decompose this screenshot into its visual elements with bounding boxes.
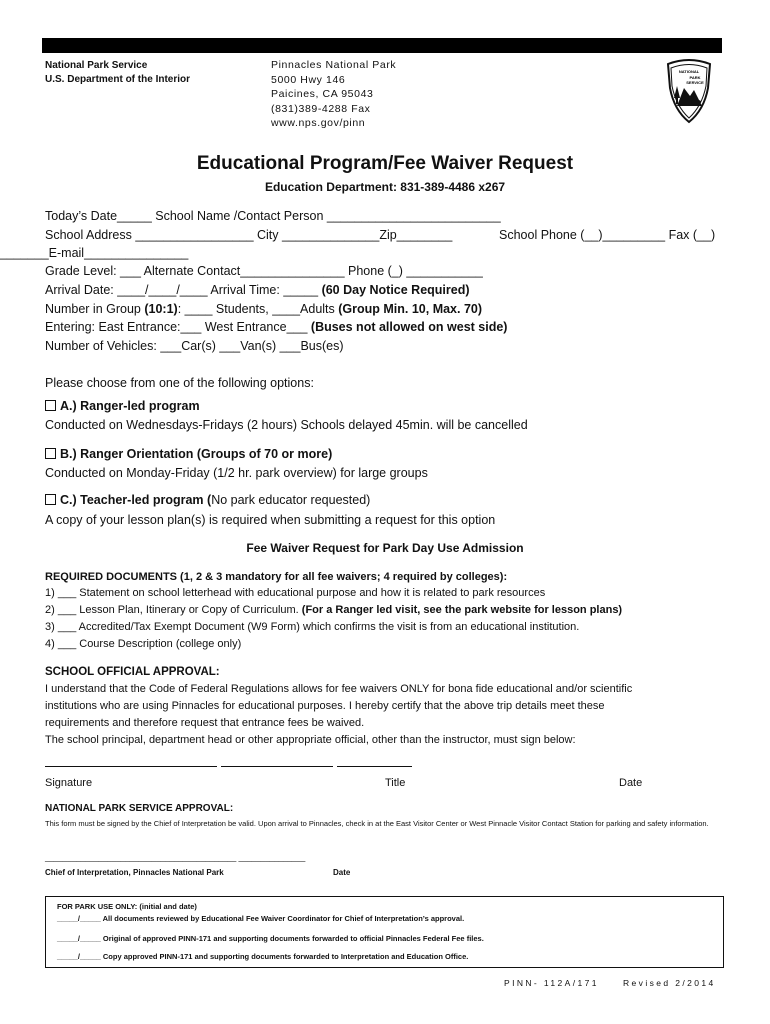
option-a-checkbox[interactable]: [45, 400, 56, 411]
approval-text: institutions who are using Pinnacles for educational purposes. I hereby certify that the above trip details meet these: [45, 700, 605, 712]
signature-label: Signature: [45, 777, 93, 789]
park-use-row-2[interactable]: _____/_____ Original of approved PINN-171 and supporting documents forwarded to official Pinnacles Federal Fee files.: [57, 934, 484, 943]
options-intro: Please choose from one of the following options:: [45, 376, 314, 390]
park-use-row-1[interactable]: _____/_____ All documents reviewed by Educational Fee Waiver Coordinator for Chief of Interpretation’s approval.: [57, 914, 465, 923]
chief-label: Chief of Interpretation, Pinnacles National Park: [45, 868, 224, 877]
website-link[interactable]: www.nps.gov/pinn: [271, 117, 366, 129]
bus-note: (Buses not allowed on west side): [310, 320, 508, 334]
required-doc-2[interactable]: [45, 604, 622, 616]
revision-date: Revised 2/2014: [623, 978, 716, 988]
lesson-plan-note: (For a Ranger led visit, see the park website for lesson plans): [301, 604, 623, 616]
nps-arrowhead-logo: [664, 58, 714, 124]
option-c-label-rest: No park educator requested): [211, 493, 371, 507]
group-limit-note: (Group Min. 10, Max. 70): [338, 302, 483, 316]
required-doc-1[interactable]: 1) ___ Statement on school letterhead with educational purpose and how it is related to park resources: [45, 587, 546, 599]
phone-fax-row[interactable]: School Phone (__)_________ Fax (__): [499, 228, 716, 242]
required-doc-3[interactable]: 3) ___ Accredited/Tax Exempt Document (W9 Form) which confirms the visit is from an educational institution.: [45, 621, 580, 633]
date-label: Date: [619, 777, 643, 789]
logo-text: PARK: [689, 75, 701, 80]
logo-text: NATIONAL: [678, 69, 700, 74]
option-a-label: A.) Ranger-led program: [60, 399, 200, 413]
email-row[interactable]: _______E-mail_______________: [0, 246, 189, 260]
park-use-only-box: [45, 896, 724, 968]
vehicles-row[interactable]: Number of Vehicles: ___Car(s) ___Van(s) ___Bus(es): [45, 339, 344, 353]
department-name: U.S. Department of the Interior: [45, 74, 191, 85]
school-approval-heading: SCHOOL OFFICIAL APPROVAL:: [45, 666, 220, 678]
group-size-row[interactable]: [45, 302, 482, 316]
chief-signature-line[interactable]: ___________________________________________ _______________: [45, 853, 306, 862]
entrance-fields[interactable]: Entering: East Entrance:___ West Entrance___: [45, 320, 311, 334]
date-line[interactable]: [337, 766, 412, 767]
address-block: [271, 58, 396, 131]
address-line: Pinnacles National Park: [271, 59, 397, 71]
park-use-row-3[interactable]: _____/_____ Copy approved PINN-171 and supporting documents forwarded to Interpretation and Education Office.: [57, 952, 469, 961]
arrival-fields[interactable]: Arrival Date: ____/____/____ Arrival Time: _____: [45, 283, 322, 297]
option-b-label: B.) Ranger Orientation (Groups of 70 or more): [60, 447, 333, 461]
entrance-row[interactable]: [45, 320, 507, 334]
option-a[interactable]: [45, 399, 200, 413]
title-label: Title: [385, 777, 406, 789]
notice-note: (60 Day Notice Required): [321, 283, 470, 297]
form-title: Educational Program/Fee Waiver Request: [196, 153, 574, 174]
form-number: PINN- 112A/171: [504, 978, 599, 988]
option-a-description: Conducted on Wednesdays-Fridays (2 hours) Schools delayed 45min. will be cancelled: [45, 418, 528, 432]
address-line: Paicines, CA 95043: [271, 88, 374, 100]
grade-contact-row[interactable]: Grade Level: ___ Alternate Contact_______________ Phone (_) ___________: [45, 264, 483, 278]
option-c-label: C.) Teacher-led program (: [60, 493, 212, 507]
address-city-zip-row[interactable]: School Address _________________ City ______________Zip________: [45, 228, 453, 242]
option-b[interactable]: [45, 447, 332, 461]
option-b-checkbox[interactable]: [45, 448, 56, 459]
approval-text: I understand that the Code of Federal Regulations allows for fee waivers ONLY for bona fide educational and/or scientific: [45, 683, 633, 695]
group-fields[interactable]: : ____ Students, ____Adults: [177, 302, 339, 316]
nps-approval-text: This form must be signed by the Chief of Interpretation be valid. Upon arrival to Pinnacles, check in at the East Visitor Center or West Pinnacle Visitor Contact Station for parking and safety information.: [45, 819, 709, 828]
group-label: Number in Group: [45, 302, 145, 316]
signature-line[interactable]: [45, 766, 217, 767]
header-bar: [42, 38, 722, 53]
approval-text: requirements and therefore request that entrance fees be waived.: [45, 717, 365, 729]
fee-waiver-heading: Fee Waiver Request for Park Day Use Admission: [246, 541, 524, 555]
option-b-description: Conducted on Monday-Friday (1/2 hr. park overview) for large groups: [45, 466, 428, 480]
park-use-heading: FOR PARK USE ONLY: (initial and date): [57, 902, 197, 911]
agency-name: National Park Service: [45, 60, 148, 71]
title-line[interactable]: [221, 766, 333, 767]
chief-date-label: Date: [333, 868, 351, 877]
ratio-note: (10:1): [144, 302, 178, 316]
option-c-checkbox[interactable]: [45, 494, 56, 505]
address-line: (831)389-4288 Fax: [271, 102, 371, 115]
form-subtitle: Education Department: 831-389-4486 x267: [264, 180, 506, 194]
arrival-row[interactable]: [45, 283, 470, 297]
date-school-row[interactable]: Today’s Date_____ School Name /Contact Person _________________________: [45, 209, 501, 223]
required-docs-heading: REQUIRED DOCUMENTS (1, 2 & 3 mandatory for all fee waivers; 4 required by colleges):: [45, 571, 508, 583]
required-doc-2-text[interactable]: 2) ___ Lesson Plan, Itinerary or Copy of Curriculum.: [45, 604, 302, 616]
address-line: 5000 Hwy 146: [271, 73, 346, 86]
approval-text: The school principal, department head or other appropriate official, other than the instructor, must sign below:: [45, 734, 576, 746]
required-doc-4[interactable]: 4) ___ Course Description (college only): [45, 638, 242, 650]
option-c-description: A copy of your lesson plan(s) is required when submitting a request for this option: [45, 513, 496, 527]
nps-approval-heading: NATIONAL PARK SERVICE APPROVAL:: [45, 803, 234, 814]
logo-text: SERVICE: [686, 80, 704, 85]
option-c[interactable]: [45, 493, 370, 507]
